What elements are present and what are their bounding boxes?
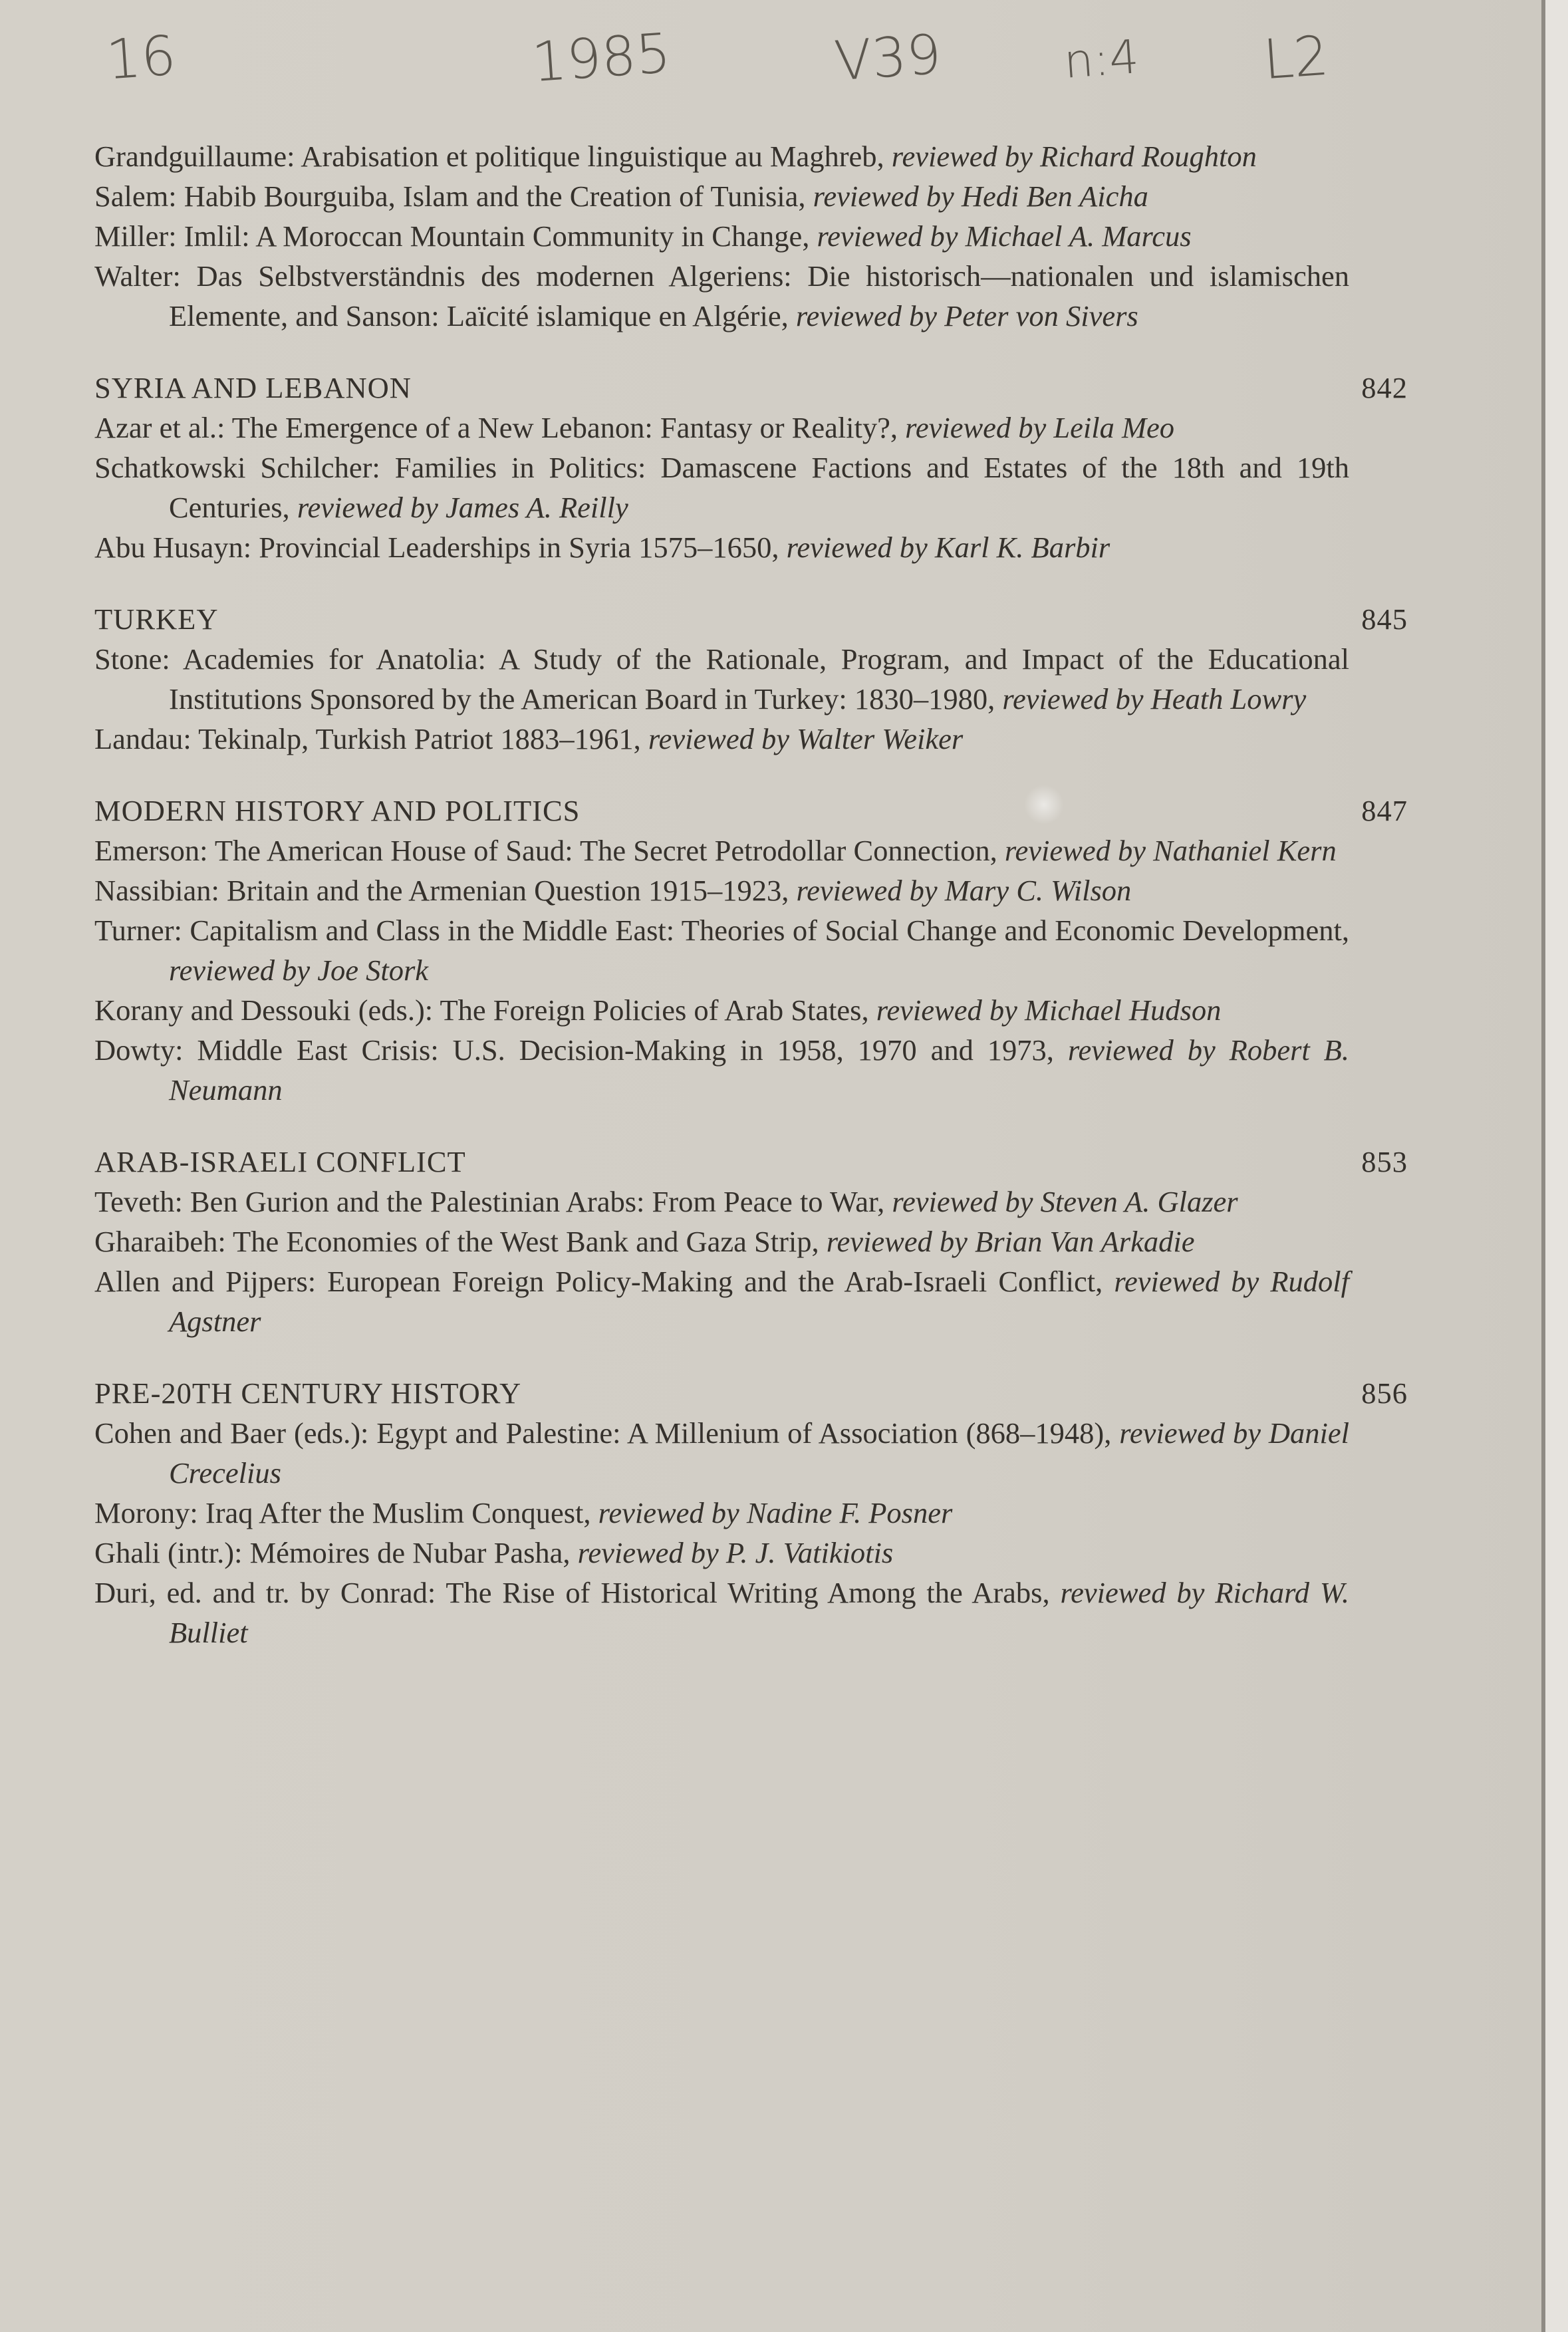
toc-entry xyxy=(94,990,1349,1030)
toc-entry xyxy=(94,136,1349,176)
entry-title: Cohen and Baer (eds.): Egypt and Palestine: A Millenium of Association (868–1948), xyxy=(94,1416,1120,1450)
section-title: ARAB-ISRAELI CONFLICT xyxy=(94,1145,466,1178)
entry-title: Allen and Pijpers: European Foreign Policy-Making and the Arab-Israeli Conflict, xyxy=(94,1265,1114,1298)
entry-title: Walter: Das Selbstverständnis des modernen Algeriens: Die historisch—nationalen und islamischen Elemente, and Sanson: Laïcité islamique en Algérie, xyxy=(94,259,1349,332)
entry-reviewer: reviewed by Walter Weiker xyxy=(648,722,964,755)
entry-reviewer: reviewed by Nadine F. Posner xyxy=(598,1496,953,1529)
toc-entry xyxy=(94,216,1349,256)
toc-entry xyxy=(94,1413,1349,1493)
entry-title: Landau: Tekinalp, Turkish Patriot 1883–1961, xyxy=(94,722,648,755)
toc-entry xyxy=(94,527,1349,567)
entry-title: Miller: Imlil: A Moroccan Mountain Community in Change, xyxy=(94,219,817,253)
entry-reviewer: reviewed by Brian Van Arkadie xyxy=(826,1225,1195,1258)
entry-reviewer: reviewed by Mary C. Wilson xyxy=(796,874,1132,907)
entry-reviewer: reviewed by James A. Reilly xyxy=(297,491,628,524)
entry-reviewer: reviewed by Peter von Sivers xyxy=(795,299,1138,332)
entry-reviewer: reviewed by P. J. Vatikiotis xyxy=(577,1536,894,1569)
entry-reviewer: reviewed by Joe Stork xyxy=(169,954,429,987)
entry-title: Emerson: The American House of Saud: The Secret Petrodollar Connection, xyxy=(94,834,1005,867)
section-heading xyxy=(94,791,1408,831)
section-page-number: 853 xyxy=(1361,1145,1408,1178)
entry-reviewer: reviewed by Heath Lowry xyxy=(1002,682,1307,715)
toc-entry xyxy=(94,1261,1349,1341)
toc-entry xyxy=(94,448,1349,527)
toc-entry xyxy=(94,176,1349,216)
section-heading xyxy=(94,368,1408,408)
entry-title: Ghali (intr.): Mémoires de Nubar Pasha, xyxy=(94,1536,578,1569)
section-page-number: 842 xyxy=(1361,371,1408,404)
toc-entry xyxy=(94,1030,1349,1110)
toc-entry xyxy=(94,1493,1349,1533)
toc-entry xyxy=(94,1533,1349,1573)
toc-entry xyxy=(94,1182,1349,1222)
entry-title: Teveth: Ben Gurion and the Palestinian Arabs: From Peace to War, xyxy=(94,1185,892,1218)
entry-reviewer: reviewed by Hedi Ben Aicha xyxy=(813,180,1148,213)
entry-title: Schatkowski Schilcher: Families in Politics: Damascene Factions and Estates of the 18th and 19th Centuries, xyxy=(94,451,1349,524)
entry-title: Duri, ed. and tr. by Conrad: The Rise of Historical Writing Among the Arabs, xyxy=(94,1576,1061,1609)
toc-entry xyxy=(94,1222,1349,1261)
entry-title: Azar et al.: The Emergence of a New Lebanon: Fantasy or Reality?, xyxy=(94,411,906,444)
entry-reviewer: reviewed by Rudolf Agstner xyxy=(169,1265,1349,1338)
toc-entry xyxy=(94,256,1349,336)
entry-title: Grandguillaume: Arabisation et politique linguistique au Maghreb, xyxy=(94,140,892,173)
toc-entry xyxy=(94,910,1349,990)
section-title: SYRIA AND LEBANON xyxy=(94,371,412,404)
entry-reviewer: reviewed by Richard Roughton xyxy=(891,140,1257,173)
entry-title: Korany and Dessouki (eds.): The Foreign Policies of Arab States, xyxy=(94,993,876,1027)
handwritten-note xyxy=(0,21,1529,113)
entry-reviewer: reviewed by Michael Hudson xyxy=(876,993,1222,1027)
section-title: PRE-20TH CENTURY HISTORY xyxy=(94,1376,522,1410)
section-page-number: 847 xyxy=(1361,794,1408,827)
entry-reviewer: reviewed by Daniel Crecelius xyxy=(169,1416,1349,1490)
entry-title: Abu Husayn: Provincial Leaderships in Syria 1575–1650, xyxy=(94,531,787,564)
entry-title: Nassibian: Britain and the Armenian Question 1915–1923, xyxy=(94,874,797,907)
toc-entry xyxy=(94,719,1349,759)
entry-reviewer: reviewed by Richard W. Bulliet xyxy=(169,1576,1349,1649)
entry-reviewer: reviewed by Nathaniel Kern xyxy=(1004,834,1337,867)
section-heading xyxy=(94,599,1408,639)
handwritten-volume-number: 16 xyxy=(104,24,178,92)
entry-reviewer: reviewed by Michael A. Marcus xyxy=(817,219,1192,253)
entry-title: Dowty: Middle East Crisis: U.S. Decision-Making in 1958, 1970 and 1973, xyxy=(94,1033,1068,1067)
handwritten-code: L2 xyxy=(1261,24,1331,92)
toc-entry xyxy=(94,870,1349,910)
page-edge xyxy=(1545,0,1568,2332)
toc-section xyxy=(94,136,1424,336)
handwritten-volume: V39 xyxy=(832,23,944,94)
handwritten-issue: n:4 xyxy=(1062,29,1141,89)
toc-entry xyxy=(94,408,1349,448)
toc-entry xyxy=(94,831,1349,870)
entry-reviewer: reviewed by Leila Meo xyxy=(905,411,1175,444)
entry-reviewer: reviewed by Steven A. Glazer xyxy=(892,1185,1238,1218)
entry-title: Salem: Habib Bourguiba, Islam and the Creation of Tunisia, xyxy=(94,180,813,213)
section-heading xyxy=(94,1373,1408,1413)
toc-section xyxy=(94,368,1424,567)
section-title: TURKEY xyxy=(94,602,219,636)
entry-reviewer: reviewed by Karl K. Barbir xyxy=(786,531,1111,564)
toc-section xyxy=(94,599,1424,759)
handwritten-year: 1985 xyxy=(529,21,673,95)
section-page-number: 845 xyxy=(1361,602,1408,636)
table-of-contents xyxy=(94,136,1424,1652)
entry-title: Stone: Academies for Anatolia: A Study of the Rationale, Program, and Impact of the Educational Institutions Sponsored by the American Board in Turkey: 1830–1980, xyxy=(94,642,1349,715)
entry-title: Turner: Capitalism and Class in the Middle East: Theories of Social Change and Economic Development, xyxy=(94,914,1349,947)
section-heading xyxy=(94,1142,1408,1182)
entry-reviewer: reviewed by Robert B. Neumann xyxy=(169,1033,1349,1106)
toc-section xyxy=(94,1142,1424,1341)
toc-section xyxy=(94,1373,1424,1652)
section-title: MODERN HISTORY AND POLITICS xyxy=(94,794,581,827)
toc-section xyxy=(94,791,1424,1110)
section-page-number: 856 xyxy=(1361,1376,1408,1410)
entry-title: Gharaibeh: The Economies of the West Bank and Gaza Strip, xyxy=(94,1225,827,1258)
toc-entry xyxy=(94,639,1349,719)
toc-entry xyxy=(94,1573,1349,1652)
entry-title: Morony: Iraq After the Muslim Conquest, xyxy=(94,1496,598,1529)
